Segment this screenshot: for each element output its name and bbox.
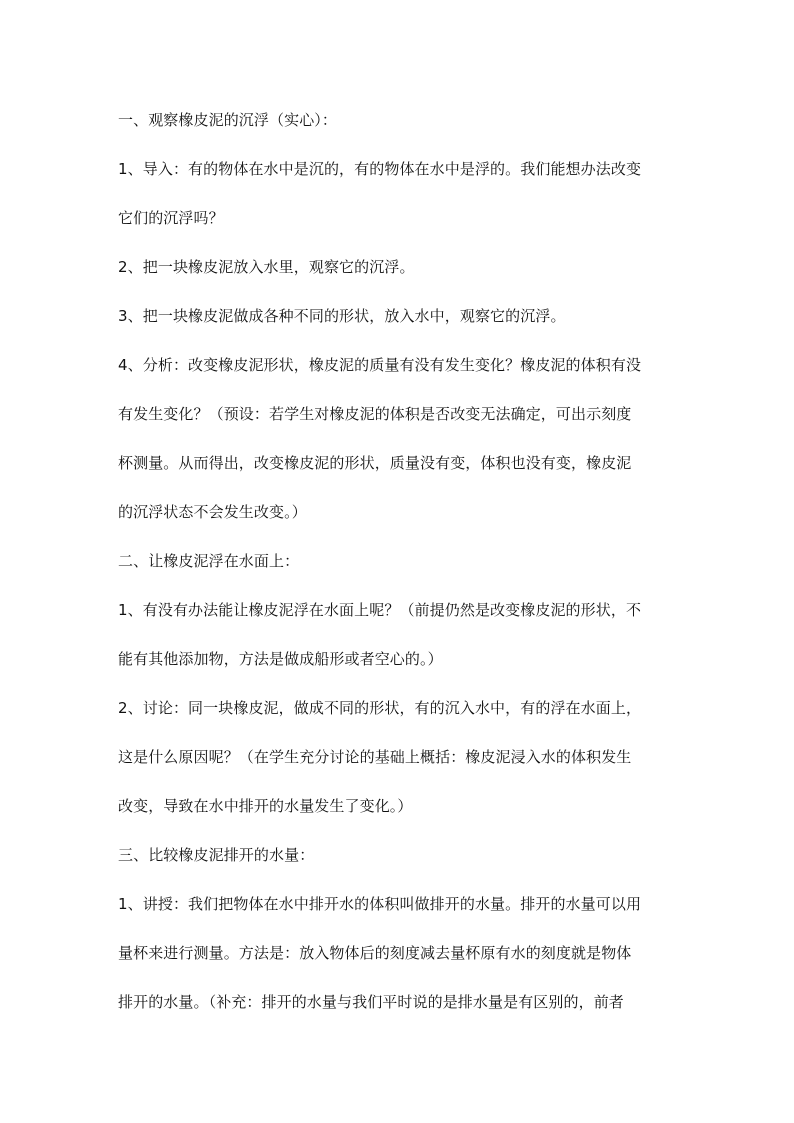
section-heading-1: 一、观察橡皮泥的沉浮（实心）：	[118, 111, 338, 129]
paragraph-line: 杯测量。从而得出，改变橡皮泥的形状，质量没有变，体积也没有变，橡皮泥	[118, 454, 632, 472]
paragraph-line: 1、有没有办法能让橡皮泥浮在水面上呢？（前提仍然是改变橡皮泥的形状，不	[118, 601, 642, 619]
paragraph-line: 有发生变化？（预设：若学生对橡皮泥的体积是否改变无法确定，可出示刻度	[118, 405, 632, 423]
paragraph-line: 的沉浮状态不会发生改变。）	[118, 503, 307, 521]
paragraph-line: 2、讨论：同一块橡皮泥，做成不同的形状，有的沉入水中，有的浮在水面上，	[118, 699, 642, 717]
paragraph-line: 能有其他添加物，方法是做成船形或者空心的。）	[118, 650, 443, 668]
section-heading-2: 二、让橡皮泥浮在水面上：	[118, 552, 300, 570]
paragraph-line: 1、讲授：我们把物体在水中排开水的体积叫做排开的水量。排开的水量可以用	[118, 895, 642, 913]
paragraph-line: 3、把一块橡皮泥做成各种不同的形状，放入水中，观察它的沉浮。	[118, 307, 566, 325]
paragraph-line: 它们的沉浮吗？	[118, 209, 224, 227]
paragraph-line: 量杯来进行测量。方法是：放入物体后的刻度减去量杯原有水的刻度就是物体	[118, 944, 632, 962]
paragraph-line: 2、把一块橡皮泥放入水里，观察它的沉浮。	[118, 258, 415, 276]
document-body	[118, 96, 684, 1027]
paragraph-line: 排开的水量。（补充：排开的水量与我们平时说的是排水量是有区别的，前者	[118, 993, 624, 1011]
paragraph-line: 改变，导致在水中排开的水量发生了变化。）	[118, 797, 413, 815]
paragraph-line: 这是什么原因呢？（在学生充分讨论的基础上概括：橡皮泥浸入水的体积发生	[118, 748, 632, 766]
section-heading-3: 三、比较橡皮泥排开的水量：	[118, 846, 315, 864]
paragraph-line: 4、分析：改变橡皮泥形状，橡皮泥的质量有没有发生变化？橡皮泥的体积有没	[118, 356, 642, 374]
paragraph-line: 1、导入：有的物体在水中是沉的，有的物体在水中是浮的。我们能想办法改变	[118, 160, 642, 178]
